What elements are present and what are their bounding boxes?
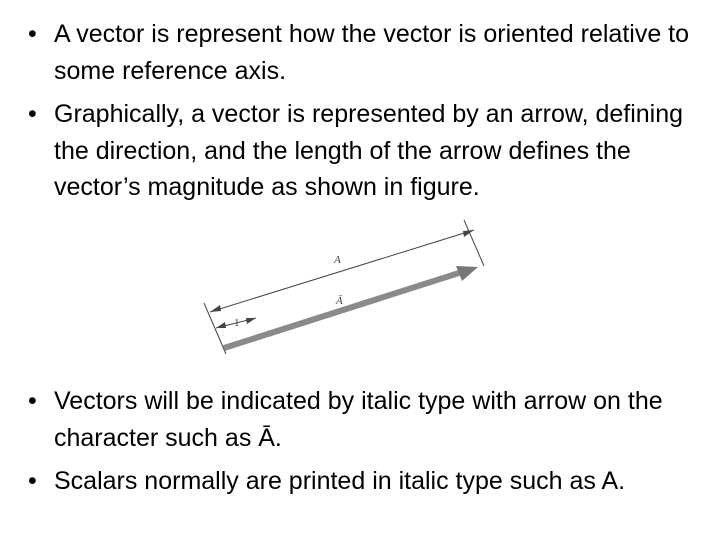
vector-arrowhead <box>456 266 478 281</box>
label-magnitude: A <box>334 254 341 266</box>
label-vector: Ā <box>336 295 343 307</box>
bullet-marker: • <box>28 100 37 128</box>
unit-arrowhead-right <box>246 318 256 324</box>
vector-arrow-figure <box>198 208 490 360</box>
bullet-scalar-notation <box>0 463 720 500</box>
bullet-marker: • <box>28 467 37 495</box>
vector-arrow-shaft <box>224 272 462 348</box>
label-unit: 1 <box>234 317 240 329</box>
dimension-arrowhead-right <box>463 230 474 237</box>
bullet-vector-graphical <box>0 96 720 206</box>
bullet-list-bottom <box>0 383 720 507</box>
bullet-text: Graphically, a vector is represented by an arrow, defining the direction, and the length of the arrow defines the vector’s magnitude as shown in figure. <box>54 100 684 201</box>
dimension-tick-right <box>464 220 484 266</box>
bullet-text: Scalars normally are printed in italic type such as A. <box>54 467 626 495</box>
bullet-marker: • <box>28 387 37 415</box>
dimension-arrowhead-left <box>210 305 221 312</box>
bullet-list-top <box>0 16 720 213</box>
bullet-vector-orientation <box>0 16 720 89</box>
bullet-marker: • <box>28 20 37 48</box>
bullet-text: A vector is represent how the vector is oriented relative to some reference axis. <box>54 20 690 85</box>
unit-arrowhead-left <box>216 322 226 328</box>
bullet-text: Vectors will be indicated by italic type with arrow on the character such as Ā. <box>54 387 663 452</box>
bullet-vector-notation <box>0 383 720 456</box>
